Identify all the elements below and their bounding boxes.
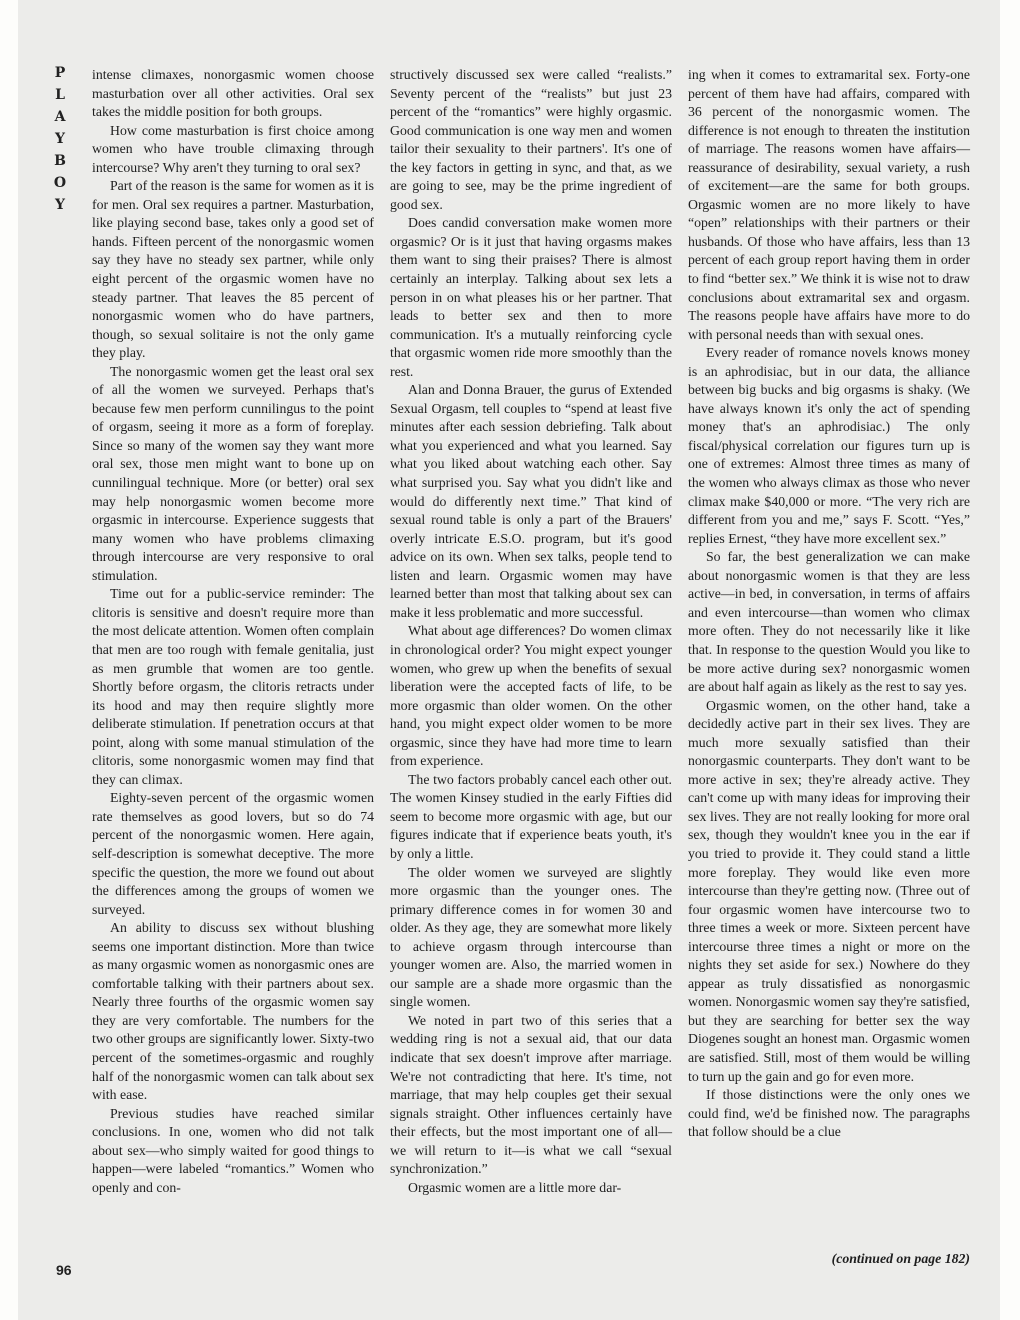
paragraph: Part of the reason is the same for women as it is for men. Oral sex requires a partner. Masturbation, like playing second base, takes only a good set of hands. Fifteen percent of the nonorgasmic women say they have no steady sex partner, while only eight percent of the orgasmic women have no steady partner. That leaves the 85 percent of nonorgasmic women who do have partners, though, so sexual solitaire is not the only game they play. bbox=[92, 178, 374, 361]
paragraph: An ability to discuss sex without blushing seems one important distinction. More than twice as many orgasmic women as nonorgasmic ones are comfortable talking with their partners about sex. Nearly three fourths of the orgasmic women say they are very comfortable. The numbers for the two other groups are significantly lower. Sixty-two percent of the sometimes-orgasmic and roughly half of the nonorgasmic women can talk about sex with ease. bbox=[92, 920, 374, 1103]
paragraph: How come masturbation is first choice among women who have trouble climaxing through intercourse? Why aren't they turning to oral sex? bbox=[92, 122, 374, 175]
text-column-2 bbox=[390, 66, 672, 1197]
paragraph: intense climaxes, nonorgasmic women choose masturbation over all other activities. Oral sex takes the middle position for both groups. bbox=[92, 67, 374, 120]
paragraph: The nonorgasmic women get the least oral sex of all the women we surveyed. Perhaps that's because few men perform cunnilingus to the point of orgasm, seeing it more as a form of foreplay. Since so many of the women say they want more oral sex, those men might want to bone up on cunnilingual technique. More (or better) oral sex may help nonorgasmic women become more orgasmic in intercourse. Experience suggests that many women who have problems climaxing through intercourse are very responsive to oral stimulation. bbox=[92, 363, 374, 583]
paragraph: If those distinctions were the only ones we could find, we'd be finished now. The paragraphs that follow should be a clue bbox=[688, 1087, 970, 1140]
paragraph: We noted in part two of this series that a wedding ring is not a sexual aid, that our data indicate that sex doesn't improve after marriage. We're not contradicting that here. It's time, not marriage, that may help couples get their sexual signals straight. Other influences certainly have their effects, but the most important one of all—we will return to it—is what we call “sexual synchronization.” bbox=[390, 1012, 672, 1177]
paragraph: The two factors probably cancel each other out. The women Kinsey studied in the early Fifties did seem to become more orgasmic with age, but our figures indicate that if experience beats youth, it's by only a little. bbox=[390, 771, 672, 861]
text-column-1 bbox=[92, 66, 374, 1197]
paragraph: Every reader of romance novels knows money is an aphrodisiac, but in our data, the alliance between big bucks and big orgasms is shaky. (We have always known it's only the act of spending money that's an aphrodisiac.) The only fiscal/physical correlation our figures turn up is one of extremes: Almost three times as many of the women who always climax as those who never climax make $40,000 or more. “The very rich are different from you and me,” says F. Scott. “Yes,” replies Ernest, “they have more excellent sex.” bbox=[688, 345, 970, 546]
paragraph: The older women we surveyed are slightly more orgasmic than the younger ones. The primary difference comes in for women 30 and older. As they age, they are somewhat more likely to achieve orgasm through intercourse than younger women are. Also, the married women in our sample are a shade more orgasmic than the single women. bbox=[390, 864, 672, 1010]
paragraph: Orgasmic women are a little more dar- bbox=[408, 1179, 622, 1195]
paragraph: What about age differences? Do women climax in chronological order? You might expect younger women, who grew up when the benefits of sexual liberation were the accepted facts of life, to be more orgasmic than older women. On the other hand, you might expect older women to be more orgasmic, since they have had more time to learn from experience. bbox=[390, 623, 672, 769]
paragraph: Eighty-seven percent of the orgasmic women rate themselves as good lovers, but so do 74 percent of the nonorgasmic women. Here again, self-description is somewhat deceptive. The more specific the question, the more we found out about the differences among the groups of women we surveyed. bbox=[92, 790, 374, 917]
page-number: 96 bbox=[56, 1262, 72, 1278]
paragraph: So far, the best generalization we can make about nonorgasmic women is that they are less active—in bed, in conversation, in terms of affairs and even intercourse—than women who climax more often. They do not necessarily like it like that. In response to the question Would you like to be more active during sex? nonorgasmic women are about half again as likely as the rest to say yes. bbox=[688, 549, 970, 695]
text-column-3 bbox=[688, 66, 970, 1142]
paragraph: Previous studies have reached similar conclusions. In one, women who did not talk about sex—who simply waited for good things to happen—were labeled “romantics.” Women who openly and con- bbox=[92, 1105, 374, 1195]
paragraph: Alan and Donna Brauer, the gurus of Extended Sexual Orgasm, tell couples to “spend at least five minutes after each session debriefing. Talk about what you experienced and what you learned. Say what you liked about watching each other. Say what surprised you. Say what you didn't like and would do differently next time.” That kind of sexual round table is only a part of the Brauers' overly intricate E.S.O. program, but it's good advice on its own. When sex talks, people tend to listen and learn. Orgasmic women may have learned better than most that talking about sex can make it less problematic and more successful. bbox=[390, 382, 672, 620]
paragraph: Does candid conversation make women more orgasmic? Or is it just that having orgasms makes them want to sing their praises? There is almost certainly an interplay. Talking about sex lets a person in on what pleases his or her partner. That leads to better sex and then to more communication. It's a mutually reinforcing cycle that orgasmic women ride more smoothly than the rest. bbox=[390, 215, 672, 379]
masthead: PLAYBOY bbox=[53, 65, 67, 213]
paragraph: Orgasmic women, on the other hand, take a decidedly active part in their sex lives. They are much more sexually satisfied than their nonorgasmic counterparts. They don't want to be more active in sex; they're already active. They can't come up with many ideas for improving their sex lives. They are not really looking for more oral sex, though they wouldn't knee you in the ear if you tried to provide it. They could stand a little more foreplay. They would like even more intercourse than they're getting now. (Three out of four orgasmic women have intercourse two to three times a week or more. Sixteen percent have intercourse three times a night or more on the nights they set aside for sex.) Nowhere do they appear as truly dissatisfied as nonorgasmic women. Nonorgasmic women say they're satisfied, but they are searching for better sex the way Diogenes sought an honest man. Orgasmic women are satisfied. Still, most of them would be willing to turn up the gain and go for even more. bbox=[688, 697, 970, 1084]
paragraph: Time out for a public-service reminder: The clitoris is sensitive and doesn't require more than the most delicate attention. Women often complain that men are too rough with female genitalia, just as men grumble that women are too gentle. Shortly before orgasm, the clitoris retracts under its hood and may then require slightly more deliberate stimulation. If penetration occurs at that point, along with some manual stimulation of the clitoris, some nonorgasmic women may find that they can climax. bbox=[92, 586, 374, 787]
continued-line: (continued on page 182) bbox=[831, 1251, 970, 1266]
paragraph: structively discussed sex were called “realists.” Seventy percent of the “realists” but just 23 percent of the “romantics” were highly orgasmic. Good communication is one way men and women tailor their sexuality to their partners'. It's one of the key factors in getting in sync, and that, as we are going to see, may be the prime ingredient of good sex. bbox=[390, 67, 672, 212]
paragraph: ing when it comes to extramarital sex. Forty-one percent of them have had affairs, compared with 36 percent of the nonorgasmic women. The difference is not enough to threaten the institution of marriage. The reasons women have affairs—reassurance of desirability, sexual variety, a rush of excitement—are the same for both groups. Orgasmic women are no more likely to have “open” relationships with their partners or their husbands. Of those who have affairs, less than 13 percent of each group report having them in order to find “better sex.” We think it is wise not to draw conclusions about extramarital sex and orgasm. The reasons people have affairs have more to do with personal needs than with sexual ones. bbox=[688, 67, 970, 342]
